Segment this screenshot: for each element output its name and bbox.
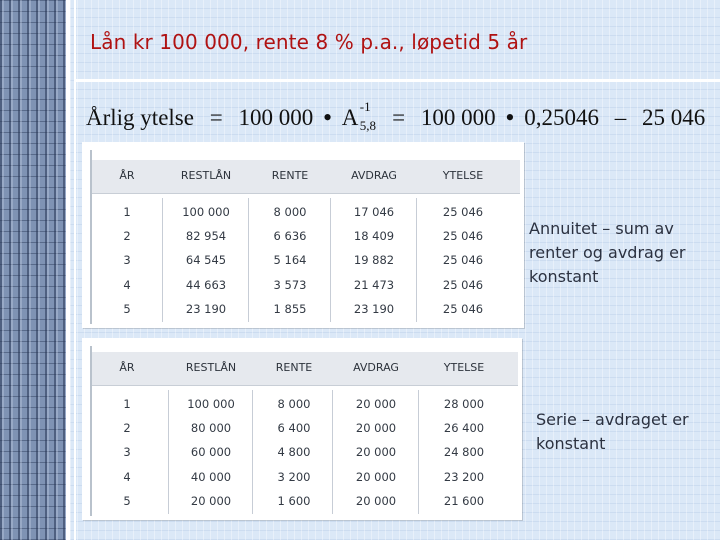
cell-payment: 23 200 xyxy=(443,469,485,484)
cell-interest: 3 573 xyxy=(273,277,307,292)
cell-year: 4 xyxy=(123,469,131,484)
cell-payment: 24 800 xyxy=(443,445,485,460)
header-remaining-loan: RESTLÅN xyxy=(180,169,232,182)
cell-interest: 1 600 xyxy=(277,493,311,508)
cell-remaining-loan: 80 000 xyxy=(190,421,232,436)
cell-payment: 25 046 xyxy=(442,301,484,316)
cell-year: 2 xyxy=(123,229,131,244)
formula-annuity-index: 5,8 xyxy=(359,118,377,133)
decorative-building-strip xyxy=(0,0,66,540)
header-year: ÅR xyxy=(119,169,135,182)
cell-interest: 4 800 xyxy=(277,445,311,460)
cell-payment: 21 600 xyxy=(443,493,485,508)
formula-principal: 100 000 xyxy=(238,105,314,130)
header-interest: RENTE xyxy=(271,169,309,182)
cell-installment: 20 000 xyxy=(355,421,397,436)
cell-installment: 20 000 xyxy=(355,397,397,411)
cell-year: 2 xyxy=(123,421,131,436)
cell-year: 5 xyxy=(123,301,131,316)
cell-installment: 23 190 xyxy=(353,301,395,316)
column-divider xyxy=(330,198,331,322)
cell-payment: 25 046 xyxy=(442,253,484,268)
cell-remaining-loan: 44 663 xyxy=(185,277,227,292)
cell-installment: 19 882 xyxy=(353,253,395,268)
cell-remaining-loan: 100 000 xyxy=(187,397,235,411)
cell-payment: 28 000 xyxy=(443,397,485,411)
cell-year: 1 xyxy=(123,397,131,411)
header-installment: AVDRAG xyxy=(353,361,399,374)
formula-result: 25 046 xyxy=(642,105,706,130)
header-remaining-loan: RESTLÅN xyxy=(185,361,237,374)
column-divider xyxy=(252,390,253,514)
serial-table xyxy=(82,338,522,520)
formula-dash: – xyxy=(614,105,627,130)
cell-payment: 26 400 xyxy=(443,421,485,436)
formula-equals: = xyxy=(209,105,223,130)
formula-annuity-symbol: A xyxy=(341,105,359,130)
cell-remaining-loan: 23 190 xyxy=(185,301,227,316)
cell-year: 5 xyxy=(123,493,131,508)
formula-multiply-dot-2: • xyxy=(505,103,515,132)
column-divider xyxy=(168,390,169,514)
cell-payment: 25 046 xyxy=(442,229,484,244)
column-divider xyxy=(248,198,249,322)
cell-interest: 6 400 xyxy=(277,421,311,436)
header-year: ÅR xyxy=(119,361,135,374)
column-divider xyxy=(418,390,419,514)
cell-remaining-loan: 40 000 xyxy=(190,469,232,484)
header-payment: YTELSE xyxy=(442,169,484,182)
cell-installment: 21 473 xyxy=(353,277,395,292)
column-divider xyxy=(162,198,163,322)
serial-caption: Serie – avdraget er konstant xyxy=(536,410,689,453)
cell-payment: 25 046 xyxy=(442,205,484,219)
formula-label: Årlig ytelse xyxy=(86,105,194,130)
cell-year: 3 xyxy=(123,253,131,268)
cell-year: 3 xyxy=(123,445,131,460)
cell-interest: 6 636 xyxy=(273,229,307,244)
cell-remaining-loan: 64 545 xyxy=(185,253,227,268)
cell-remaining-loan: 60 000 xyxy=(190,445,232,460)
cell-remaining-loan: 20 000 xyxy=(190,493,232,508)
slide-title: Lån kr 100 000, rente 8 % p.a., løpetid 5 år xyxy=(90,30,528,54)
title-underline xyxy=(74,79,720,82)
cell-remaining-loan: 82 954 xyxy=(185,229,227,244)
cell-installment: 20 000 xyxy=(355,493,397,508)
cell-installment: 18 409 xyxy=(353,229,395,244)
cell-installment: 20 000 xyxy=(355,445,397,460)
cell-payment: 25 046 xyxy=(442,277,484,292)
cell-installment: 20 000 xyxy=(355,469,397,484)
cell-interest: 1 855 xyxy=(273,301,307,316)
cell-remaining-loan: 100 000 xyxy=(182,205,230,219)
cell-interest: 3 200 xyxy=(277,469,311,484)
formula-factor: 0,25046 xyxy=(524,105,600,130)
formula-multiply-dot: • xyxy=(322,103,333,132)
header-interest: RENTE xyxy=(275,361,313,374)
formula-equals-2: = xyxy=(392,105,406,130)
header-payment: YTELSE xyxy=(443,361,485,374)
cell-interest: 8 000 xyxy=(277,397,311,411)
formula-annuity-factor xyxy=(341,99,377,133)
annuity-formula xyxy=(86,99,706,133)
annuity-table xyxy=(82,142,524,328)
column-divider xyxy=(416,198,417,322)
side-divider-line xyxy=(66,0,70,540)
formula-principal-2: 100 000 xyxy=(420,105,496,130)
cell-installment: 17 046 xyxy=(353,205,395,219)
cell-year: 1 xyxy=(123,205,131,219)
formula-annuity-exponent: -1 xyxy=(359,99,371,114)
cell-interest: 5 164 xyxy=(273,253,307,268)
cell-year: 4 xyxy=(123,277,131,292)
cell-interest: 8 000 xyxy=(273,205,307,219)
header-installment: AVDRAG xyxy=(351,169,397,182)
annuity-caption: Annuitet – sum av renter og avdrag er konstant xyxy=(529,219,686,286)
